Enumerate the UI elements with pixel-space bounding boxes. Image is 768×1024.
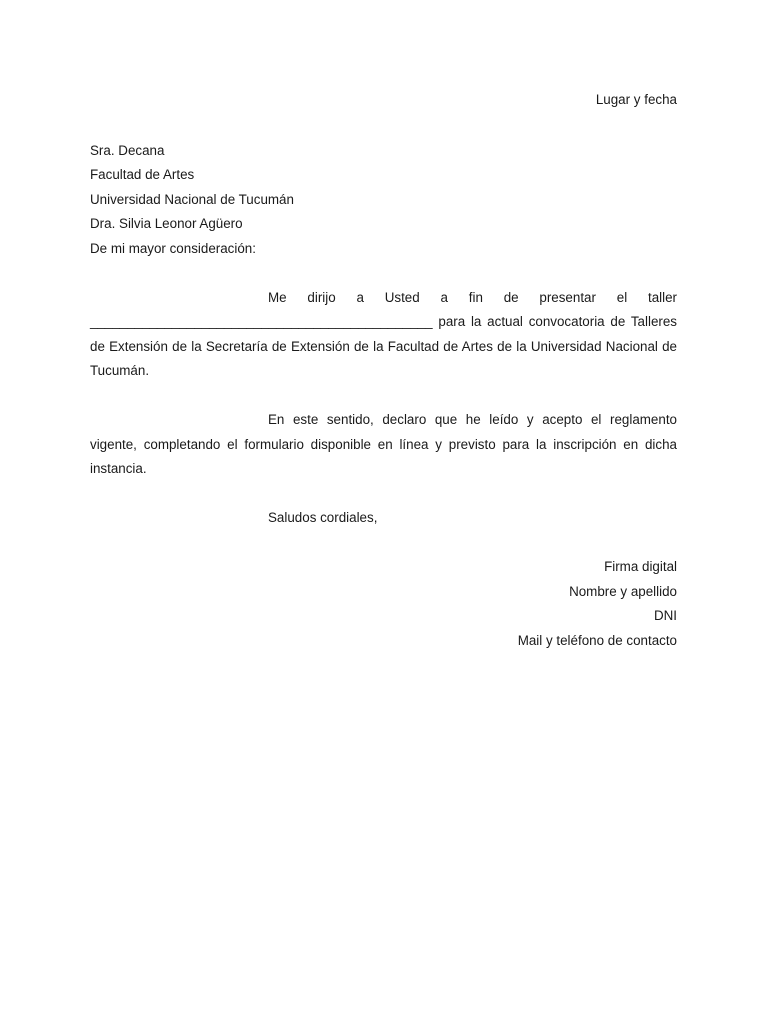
paragraph-declaration: En este sentido, declaro que he leído y acepto el reglamento vigente, completando el formulario disponible en línea y previsto para la inscripción en dicha instancia. [90, 412, 677, 476]
signature-name: Nombre y apellido [569, 583, 677, 599]
spacer [90, 482, 677, 507]
signature-digital: Firma digital [604, 559, 677, 574]
signature-contact: Mail y teléfono de contacto [517, 632, 677, 648]
greeting: De mi mayor consideración: [90, 240, 256, 256]
spacer [90, 113, 677, 139]
recipient-name: Dra. Silvia Leonor Agüero [90, 216, 243, 231]
recipient-block [90, 139, 677, 262]
spacer [90, 531, 677, 556]
place-date: Lugar y fecha [595, 92, 677, 107]
recipient-university: Universidad Nacional de Tucumán [90, 191, 294, 207]
paragraph-presentation [90, 286, 677, 384]
signature-block [90, 555, 677, 653]
spacer [90, 384, 677, 409]
paragraph-presentation-start: Me dirijo a Usted a fin de presentar el taller [268, 289, 677, 305]
letter-page [90, 88, 677, 653]
closing-salutation: Saludos cordiales, [268, 510, 378, 525]
spacer [90, 261, 677, 286]
paragraph-presentation-rest: para la actual convocatoria de Talleres de Extensión de la Secretaría de Extensión de la Facultad de Artes de la Universidad Nacional de Tucumán. [90, 314, 677, 378]
recipient-faculty: Facultad de Artes [90, 167, 195, 182]
recipient-title: Sra. Decana [90, 142, 165, 158]
signature-dni: DNI [653, 608, 677, 623]
workshop-name-blank: ______________________________________________ [90, 314, 433, 329]
